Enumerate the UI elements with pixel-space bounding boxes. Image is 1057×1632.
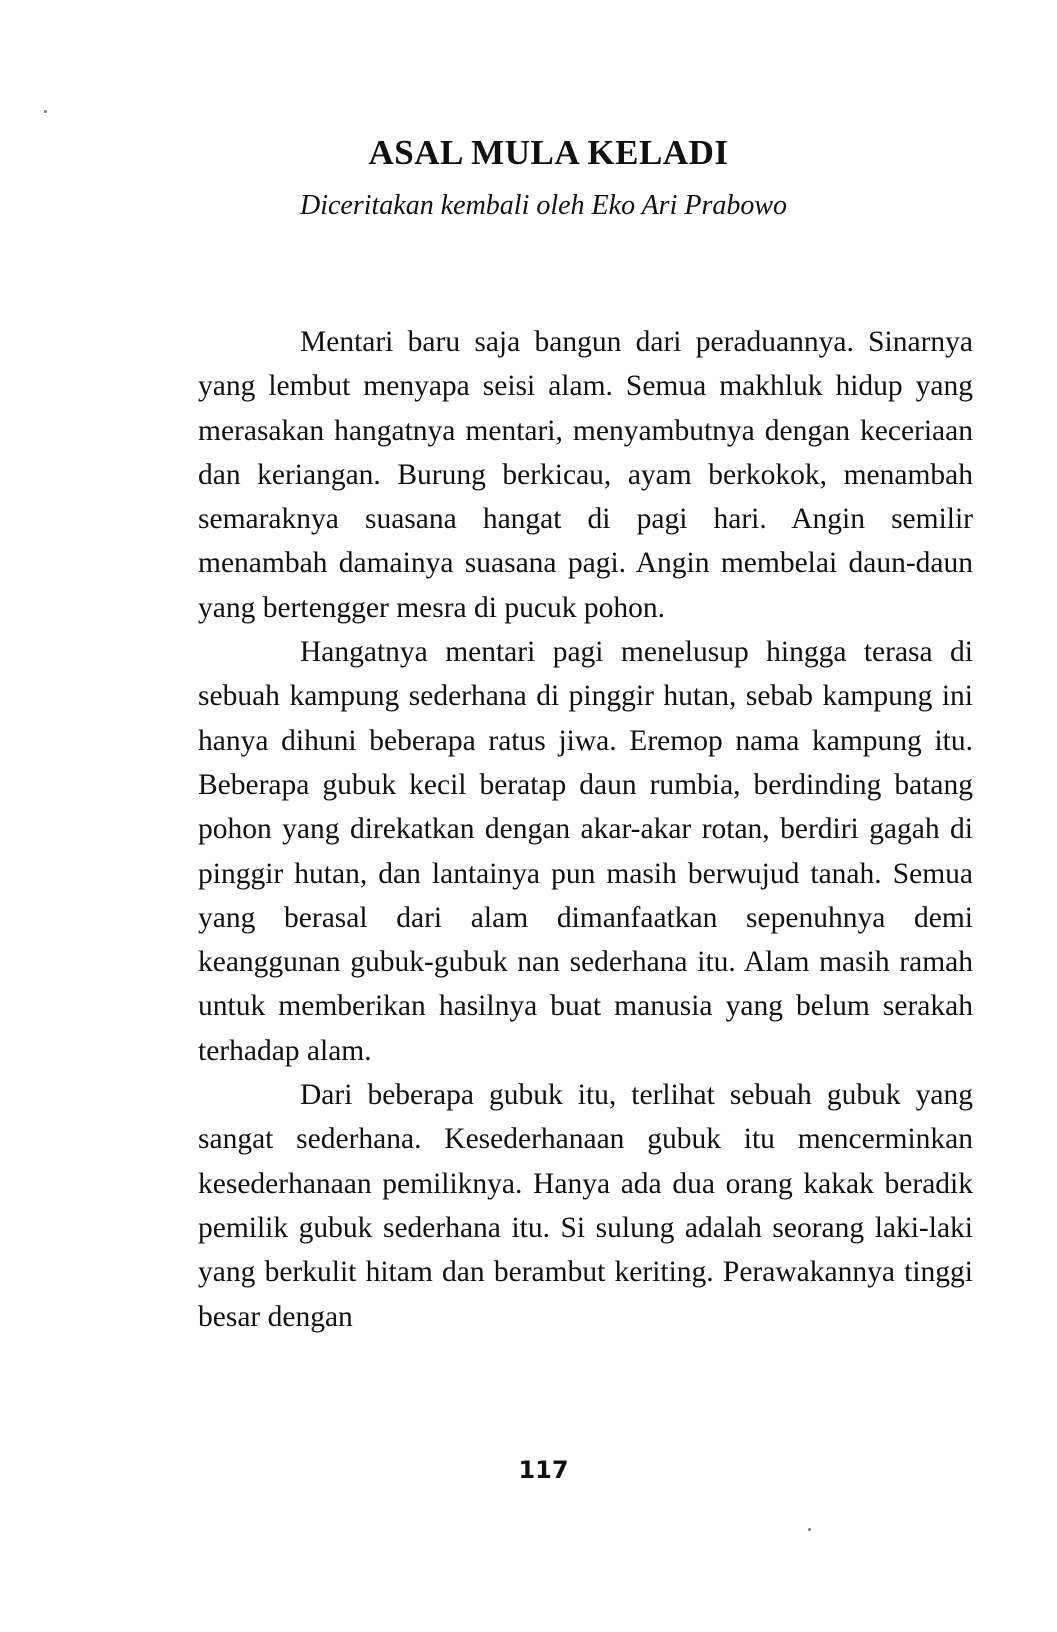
story-title: ASAL MULA KELADI — [368, 133, 729, 172]
scan-speck — [808, 1528, 811, 1531]
paragraph: Mentari baru saja bangun dari peraduannya. Sinarnya yang lembut menyapa seisi alam. Semua makhluk hidup yang merasakan hangatnya mentari, menyambutnya dengan keceriaan dan keriangan. Burung berkicau, ayam berkokok, menambah semaraknya suasana hangat di pagi hari. Angin semilir menambah damainya suasana pagi. Angin membelai daun-daun yang bertengger mesra di pucuk pohon. — [198, 326, 973, 624]
story-byline: Diceritakan kembali oleh Eko Ari Prabowo — [299, 190, 788, 221]
page-number: 117 — [518, 1456, 569, 1484]
story-body — [198, 320, 973, 1339]
paragraph: Hangatnya mentari pagi menelusup hingga terasa di sebuah kampung sederhana di pinggir hutan, sebab kampung ini hanya dihuni beberapa ratus jiwa. Eremop nama kampung itu. Beberapa gubuk kecil beratap daun rumbia, berdinding batang pohon yang direkatkan dengan akar-akar rotan, berdiri gagah di pinggir hutan, dan lantainya pun masih berwujud tanah. Semua yang berasal dari alam dimanfaatkan sepenuhnya demi keanggunan gubuk-gubuk nan sederhana itu. Alam masih ramah untuk memberikan hasilnya buat manusia yang belum serakah terhadap alam. — [198, 636, 973, 1067]
paragraph: Dari beberapa gubuk itu, terlihat sebuah gubuk yang sangat sederhana. Kesederhanaan gubuk itu mencerminkan kesederhanaan pemiliknya. Hanya ada dua orang kakak beradik pemilik gubuk sederhana itu. Si sulung adalah seorang laki-laki yang berkulit hitam dan berambut keriting. Perawakannya tinggi besar dengan — [198, 1079, 973, 1333]
scan-speck — [44, 110, 47, 113]
